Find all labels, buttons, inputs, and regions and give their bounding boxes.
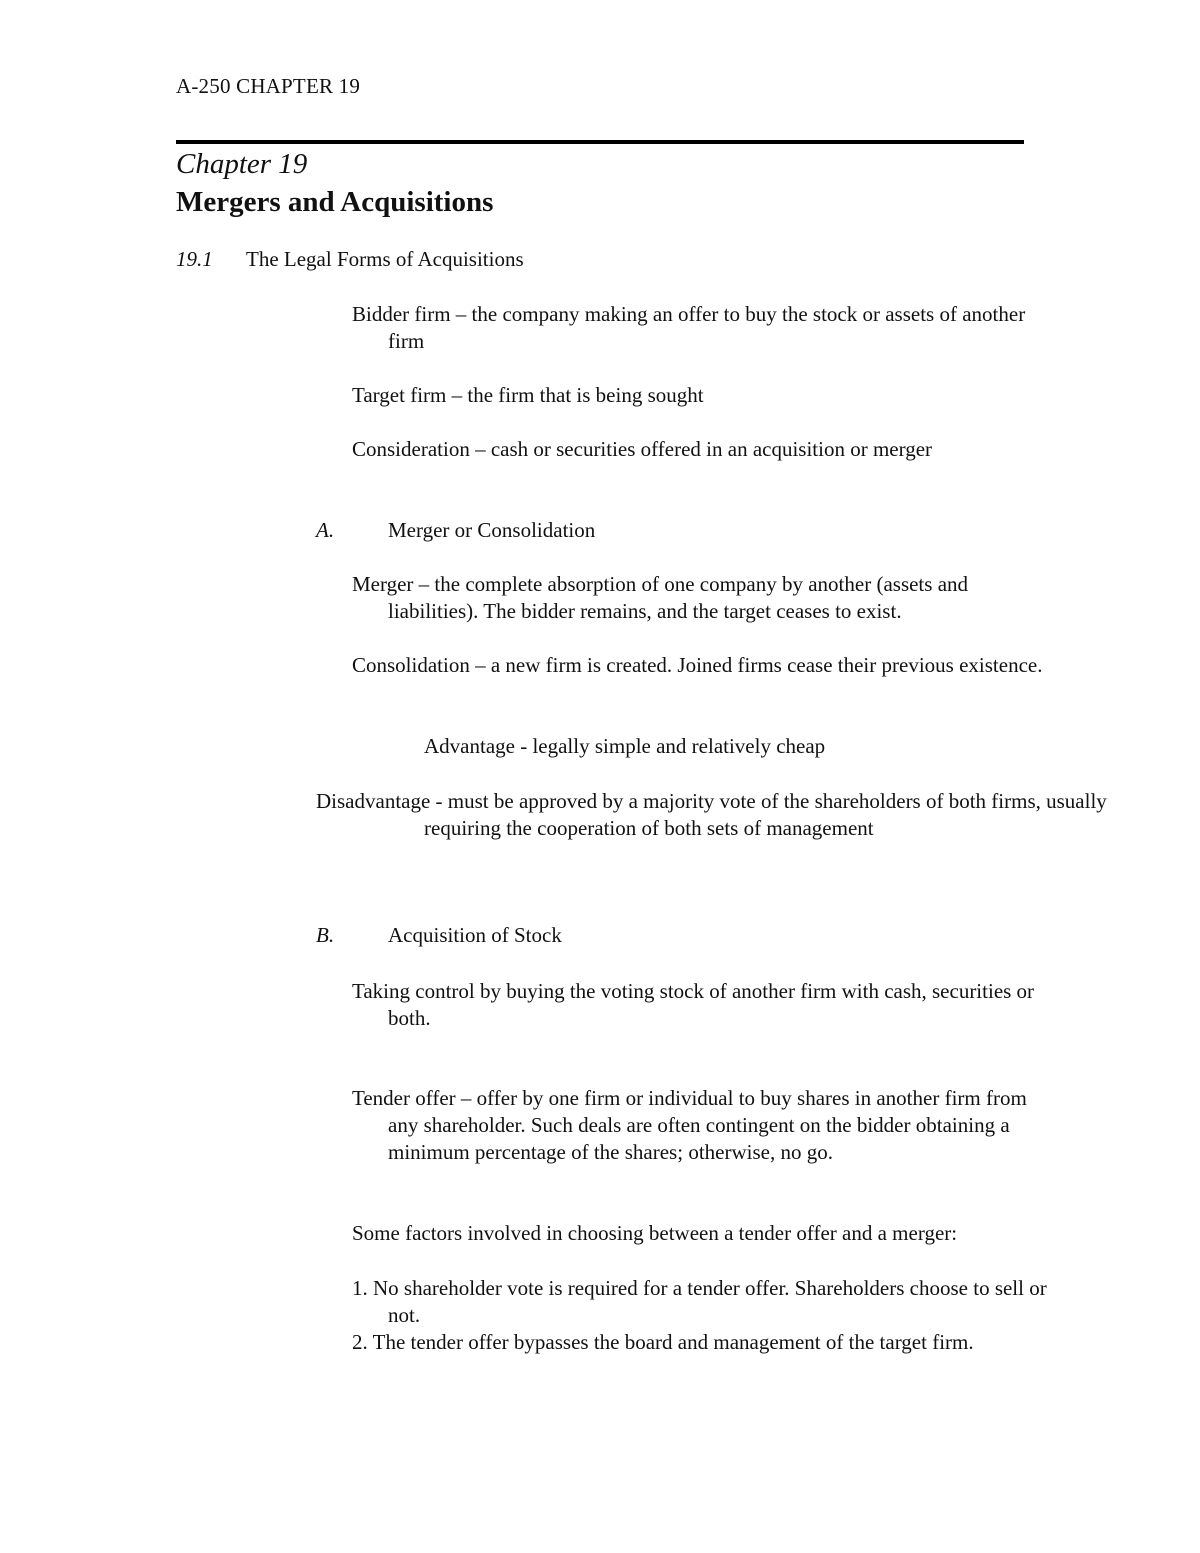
section-title: The Legal Forms of Acquisitions: [246, 247, 524, 271]
subsection-b-letter: B.: [316, 923, 335, 947]
subsection-a-letter: A.: [316, 518, 335, 542]
chapter-title: Mergers and Acquisitions: [176, 186, 494, 218]
taking-control-text: Taking control by buying the voting stock of another firm with cash, securities or both.: [352, 979, 1035, 1030]
factors-intro: Some factors involved in choosing between a tender offer and a merger:: [352, 1221, 958, 1245]
disadvantage-text: Disadvantage - must be approved by a majority vote of the shareholders of both firms, usually requiring the cooperation of both sets of management: [316, 789, 1107, 840]
section-number: 19.1: [176, 247, 213, 271]
advantage-text: Advantage - legally simple and relatively cheap: [424, 734, 826, 758]
chapter-label: Chapter 19: [176, 148, 308, 180]
definition-target-firm: Target firm – the firm that is being sought: [352, 383, 704, 407]
definition-consideration: Consideration – cash or securities offered in an acquisition or merger: [352, 437, 933, 461]
subsection-a-title: Merger or Consolidation: [388, 518, 596, 542]
tender-offer-definition: Tender offer – offer by one firm or individual to buy shares in another firm from any shareholder. Such deals are often contingent on the bidder obtaining a minimum percentage of the shares; otherwise, no go.: [352, 1086, 1027, 1164]
factor-item-2: 2. The tender offer bypasses the board and management of the target firm.: [352, 1330, 974, 1354]
consolidation-definition: Consolidation – a new firm is created. Joined firms cease their previous existence.: [352, 653, 1043, 677]
header-rule: [176, 140, 1024, 144]
merger-definition: Merger – the complete absorption of one company by another (assets and liabilities). The bidder remains, and the target ceases to exist.: [352, 572, 969, 623]
definition-bidder-firm: Bidder firm – the company making an offer to buy the stock or assets of another firm: [352, 302, 1026, 353]
running-head: A-250 CHAPTER 19: [176, 74, 361, 98]
subsection-b-title: Acquisition of Stock: [388, 923, 562, 947]
factor-item-1: 1. No shareholder vote is required for a tender offer. Shareholders choose to sell or not.: [352, 1276, 1047, 1327]
